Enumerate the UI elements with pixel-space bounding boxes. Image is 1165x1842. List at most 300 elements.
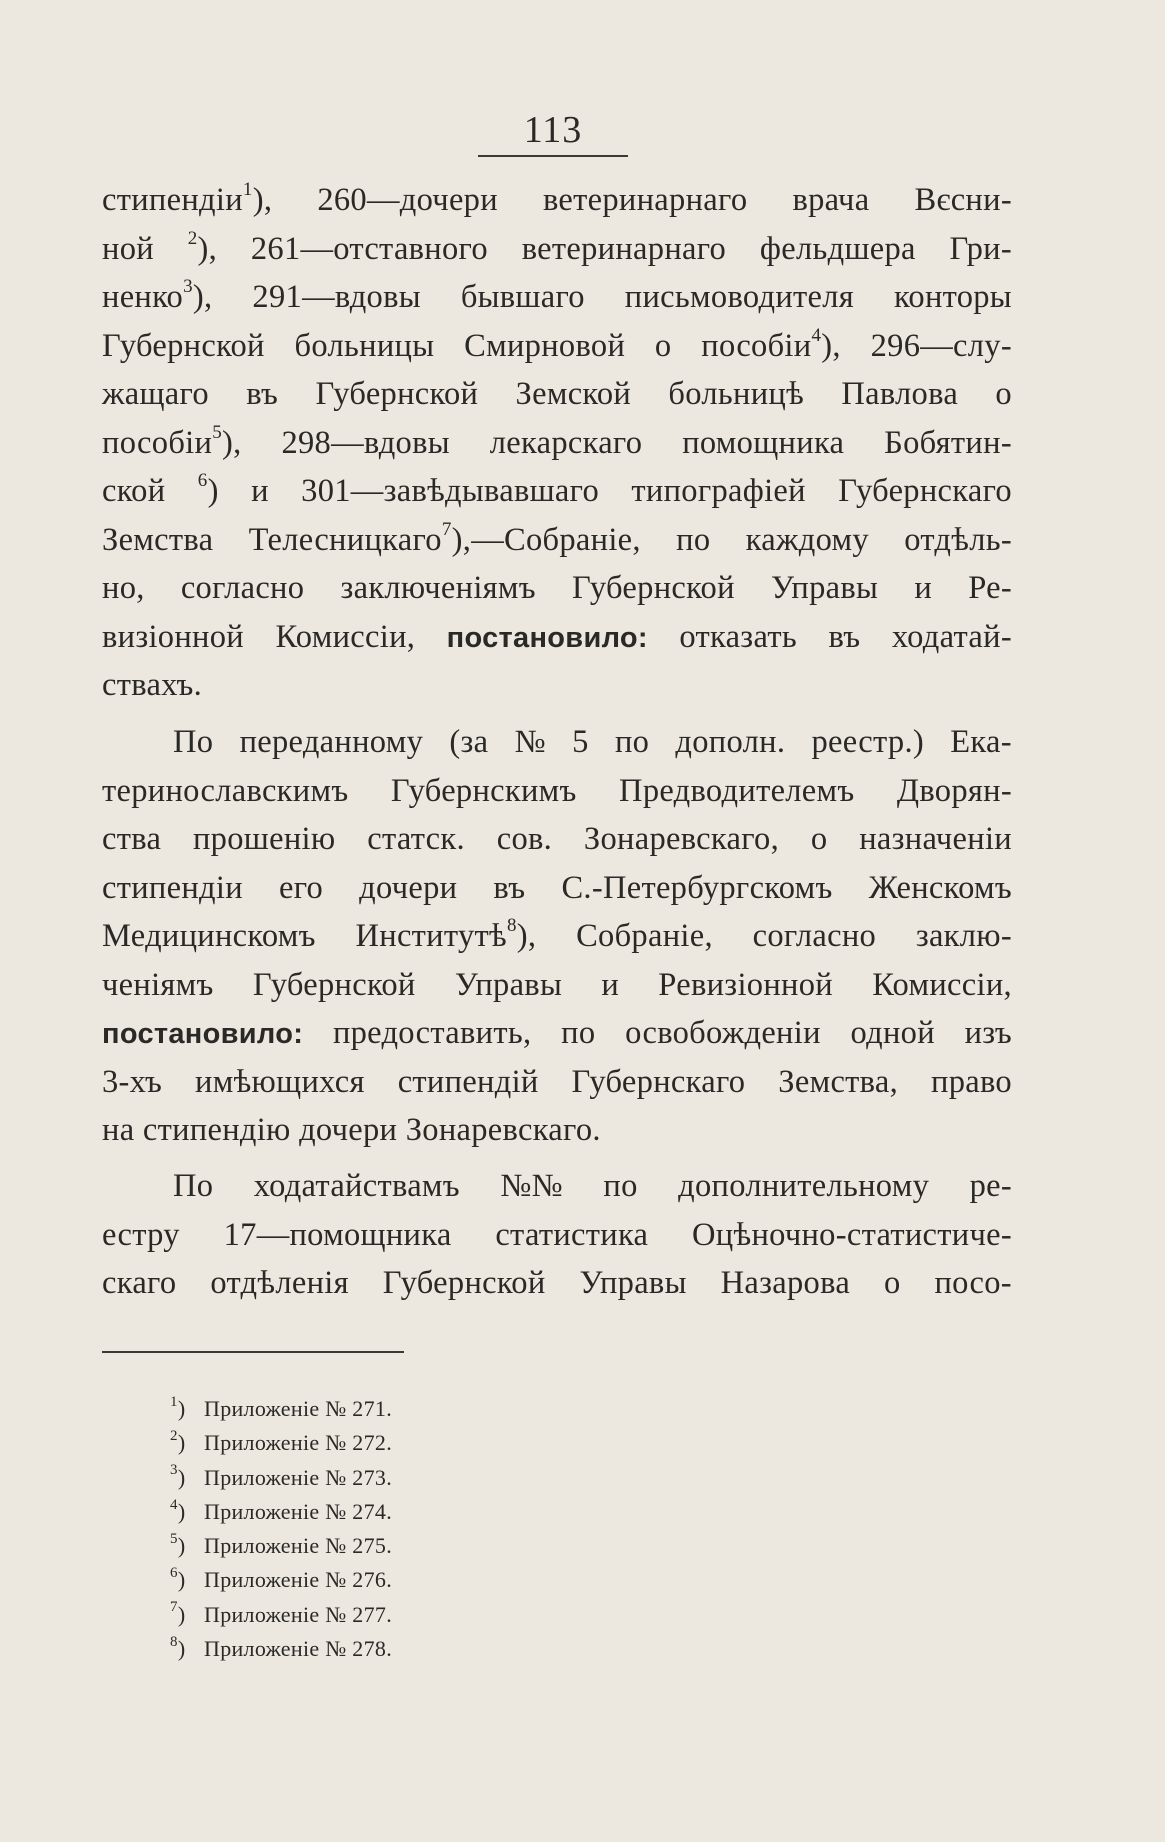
word — [515, 718, 546, 767]
word-text: Губернскаго — [571, 1063, 746, 1100]
word-text: Бобятин- — [884, 424, 1012, 461]
bold-keyword: постановило: — [446, 621, 648, 654]
word-text: дополнительному — [678, 1168, 930, 1204]
text-line — [102, 661, 1012, 710]
word — [914, 564, 932, 613]
word — [561, 1009, 595, 1058]
word — [173, 718, 213, 767]
word — [315, 370, 478, 419]
word — [692, 1211, 1012, 1260]
word-text: ветеринарнаго — [542, 182, 748, 218]
footnote-number: 6 — [170, 1565, 178, 1582]
word — [102, 1009, 303, 1058]
word — [391, 767, 577, 816]
word-text: естру — [102, 1216, 180, 1253]
word-text: Губернской — [252, 966, 416, 1003]
word — [102, 815, 161, 864]
word-text: на — [102, 1112, 135, 1148]
word — [281, 419, 449, 468]
word — [904, 516, 1012, 565]
word-text: изъ — [964, 1015, 1012, 1051]
word — [778, 1058, 898, 1107]
word-text: 3-хъ — [102, 1063, 163, 1100]
word — [894, 273, 1012, 322]
word — [615, 718, 649, 767]
word-text: о — [995, 376, 1012, 412]
word — [249, 516, 641, 565]
word — [367, 815, 465, 864]
text-line — [102, 564, 1012, 613]
word-text: Институтѣ — [355, 918, 507, 954]
word-text: ской — [102, 473, 166, 509]
footnote-text: Приложеніе № 278. — [204, 1636, 393, 1662]
word-text: ветеринарнаго — [521, 230, 727, 267]
text-line — [102, 370, 1012, 419]
word-text: больницы — [294, 327, 435, 364]
word-text: ствахъ. — [102, 667, 203, 703]
word-text: Управы — [579, 1265, 687, 1301]
word — [317, 176, 498, 225]
word-text: по — [614, 724, 650, 760]
word-text: Предводителемъ — [619, 772, 855, 809]
footnote-number: 3 — [170, 1462, 178, 1479]
text-line — [102, 1162, 1012, 1211]
word — [398, 1058, 539, 1107]
paragraph-2 — [102, 718, 1012, 1155]
word-text: 298—вдовы — [281, 424, 450, 461]
word-text: ), — [821, 327, 841, 364]
word-text: 260—дочери — [317, 182, 498, 218]
word-text: 261—отставного — [250, 230, 488, 267]
word — [970, 1162, 1012, 1211]
word — [561, 864, 832, 913]
word — [210, 1259, 349, 1308]
word-text: С.-Петербургскомъ — [561, 869, 833, 906]
word — [584, 815, 779, 864]
word-text: 17—помощника — [223, 1216, 452, 1253]
word — [240, 718, 424, 767]
word-text: Комиссіи, — [275, 618, 416, 655]
page-number: 113 — [523, 109, 583, 151]
word-text: Земства, — [778, 1063, 899, 1100]
word — [871, 322, 1012, 371]
word-text: заключеніямъ — [340, 570, 536, 606]
word — [619, 767, 854, 816]
word — [625, 1009, 821, 1058]
word — [497, 815, 552, 864]
word — [500, 1162, 563, 1211]
word-text: Управы — [770, 570, 879, 606]
footnote-ref: 5 — [212, 421, 222, 443]
word-text: Земской — [515, 376, 632, 412]
footnote-number: 2 — [170, 1427, 178, 1444]
word — [869, 864, 1012, 913]
word-text: назначеніи — [859, 821, 1012, 857]
word — [753, 912, 876, 961]
word-text: ре- — [969, 1168, 1012, 1204]
word — [812, 718, 925, 767]
word — [655, 322, 672, 371]
word — [522, 225, 726, 274]
word-text: предоставить, — [332, 1015, 532, 1051]
word-text: ходатайствамъ — [253, 1168, 460, 1204]
word-text: письмоводителя — [624, 279, 855, 315]
word — [251, 467, 269, 516]
word — [914, 176, 1011, 225]
text-line — [102, 613, 1012, 662]
footnote-marker: $^2$) — [170, 1427, 186, 1456]
word-text: Дворян- — [896, 772, 1012, 809]
word-text: Губернской — [382, 1265, 546, 1301]
text-line — [102, 767, 1012, 816]
word-text: врача — [792, 182, 870, 218]
word — [572, 718, 589, 767]
word — [275, 613, 415, 662]
word — [884, 1259, 901, 1308]
word — [461, 273, 585, 322]
word-text: отдѣль- — [904, 521, 1012, 558]
footnote-ref: 7 — [441, 518, 452, 540]
word — [493, 864, 525, 913]
footnote — [170, 1598, 392, 1632]
word — [580, 1259, 687, 1308]
word-text: скаго — [102, 1265, 177, 1301]
word — [721, 1259, 850, 1308]
word-text: Павлова — [841, 376, 959, 412]
word-text: переданному — [239, 724, 424, 760]
word-text: стипендій — [397, 1063, 539, 1100]
footnote-text: Приложеніе № 276. — [204, 1567, 393, 1593]
text-line — [102, 718, 1012, 767]
paragraph-1 — [102, 176, 1012, 710]
word-text: стипендіи — [102, 182, 243, 218]
word — [950, 225, 1012, 274]
word — [601, 961, 619, 1010]
word-text: дополн. — [675, 724, 786, 760]
word — [102, 1112, 134, 1148]
word-text: ), — [197, 230, 218, 267]
word — [968, 564, 1012, 613]
word — [841, 370, 958, 419]
word-text: о — [654, 327, 672, 364]
word-text: типографіей — [631, 473, 806, 509]
word-text: Телесницкаго — [248, 521, 442, 558]
word-text: дочери — [299, 1112, 398, 1148]
word-text: 296—слу- — [870, 327, 1012, 364]
text-line — [102, 419, 1012, 468]
word-text: жащаго — [102, 376, 209, 412]
footnote-text: Приложеніе № 277. — [204, 1601, 393, 1627]
word-text: Медицинскомъ — [102, 918, 316, 954]
word-text: каждому — [745, 521, 869, 558]
word-text: сов. — [496, 821, 553, 857]
word — [102, 767, 348, 816]
word — [251, 225, 488, 274]
page-number-rule — [478, 155, 628, 157]
word — [102, 613, 244, 662]
word — [447, 613, 648, 662]
word — [143, 1112, 291, 1148]
word — [449, 718, 488, 767]
word-text: и — [251, 473, 269, 509]
footnote-marker: $^3$) — [170, 1462, 186, 1490]
word — [701, 322, 841, 371]
word-text: Губернскаго — [838, 473, 1012, 509]
word-text: ной — [102, 230, 154, 267]
word — [383, 1259, 546, 1308]
footnotes — [170, 1392, 392, 1666]
text-line — [102, 1211, 1012, 1260]
word — [838, 467, 1012, 516]
text-line — [102, 467, 1012, 516]
word — [246, 370, 278, 419]
footnote-ref: 2 — [187, 227, 198, 249]
word — [102, 467, 165, 516]
word — [892, 613, 1012, 662]
word-text: статск. — [367, 821, 465, 857]
word — [490, 419, 643, 468]
word — [884, 419, 1012, 468]
word-text: больницѣ — [668, 376, 805, 412]
word-text: реестр.) — [811, 724, 925, 760]
footnote-number: 7 — [170, 1599, 178, 1616]
word — [181, 564, 304, 613]
word — [102, 370, 209, 419]
word-text: конторы — [893, 279, 1012, 315]
word-text: ченіямъ — [102, 966, 214, 1003]
text-line — [102, 864, 1012, 913]
word-text: Гри- — [949, 230, 1012, 267]
word — [102, 912, 316, 961]
footnote — [170, 1461, 392, 1495]
word-text: ходатай- — [891, 618, 1012, 655]
word — [193, 815, 335, 864]
word-text: пособіи — [701, 327, 812, 364]
word — [252, 273, 420, 322]
word-text: Зонаревскаго. — [405, 1112, 601, 1148]
word — [102, 1058, 162, 1107]
word — [811, 815, 828, 864]
word — [406, 1112, 601, 1148]
word-text: Смирновой — [464, 327, 626, 364]
word-text: Зонаревскаго, — [583, 821, 780, 857]
word — [625, 273, 854, 322]
word-text: Вєсни- — [914, 182, 1012, 218]
footnote-ref: 6 — [197, 470, 208, 492]
word — [188, 225, 217, 274]
word — [173, 1162, 213, 1211]
word — [950, 718, 1012, 767]
word — [102, 273, 212, 322]
text-line — [102, 1106, 1012, 1155]
word — [464, 322, 625, 371]
word-text: ), — [516, 918, 537, 954]
word — [279, 864, 323, 913]
word — [965, 1009, 1012, 1058]
word — [572, 1058, 746, 1107]
word-text: Собраніе, — [576, 918, 713, 954]
word-text: ) — [207, 473, 219, 509]
word-text: помощника — [682, 424, 845, 461]
word — [543, 176, 747, 225]
word-text: ), — [222, 424, 242, 461]
word — [102, 564, 145, 613]
word — [872, 961, 1012, 1010]
word-text: ),—Собраніе, — [451, 521, 641, 558]
text-line — [102, 1058, 1012, 1107]
word-text: согласно — [180, 570, 305, 606]
word — [576, 912, 713, 961]
word-text: визіонной — [102, 618, 244, 655]
word-text: и — [914, 570, 933, 606]
word-text: посо- — [934, 1265, 1012, 1301]
word-text: о — [810, 821, 828, 857]
footnote-marker: $^1$) — [170, 1393, 186, 1421]
word-text: по — [676, 521, 711, 558]
word-text: согласно — [752, 918, 877, 954]
word — [301, 467, 599, 516]
word — [102, 961, 214, 1010]
word — [102, 419, 242, 468]
word — [572, 564, 735, 613]
word — [455, 961, 562, 1010]
word-text: Оцѣночно-статистиче- — [692, 1216, 1012, 1253]
footnote-marker: $^8$) — [170, 1633, 186, 1662]
word-text: по — [561, 1015, 596, 1051]
word — [760, 225, 916, 274]
word-text: о — [883, 1265, 901, 1301]
word — [340, 564, 535, 613]
text-line — [102, 1009, 1012, 1058]
word-text: лекарскаго — [489, 424, 643, 461]
word — [631, 467, 805, 516]
text-line — [102, 961, 1012, 1010]
footnote — [170, 1529, 392, 1563]
footnote-marker: $^7$) — [170, 1599, 186, 1627]
word — [746, 516, 869, 565]
word-text: отказать — [679, 618, 797, 655]
footnote-marker: $^4$) — [170, 1496, 186, 1524]
word — [682, 419, 844, 468]
word-text: освобожденіи — [625, 1015, 821, 1051]
word — [995, 370, 1012, 419]
footnote — [170, 1632, 392, 1666]
footnote — [170, 1563, 392, 1597]
word-text: по — [603, 1168, 638, 1204]
word — [675, 718, 785, 767]
footnote-text: Приложеніе № 271. — [204, 1396, 393, 1421]
word — [859, 815, 1012, 864]
footnote-text: Приложеніе № 272. — [204, 1430, 393, 1456]
footnote-ref: 4 — [811, 324, 822, 346]
word — [897, 767, 1012, 816]
word — [931, 1058, 1012, 1107]
word-text: въ — [246, 376, 279, 412]
paragraph-3 — [102, 1162, 1012, 1308]
word-text: право — [931, 1063, 1012, 1100]
word-text: но, — [102, 570, 145, 606]
footnote-text: Приложеніе № 275. — [204, 1533, 393, 1559]
word-text: отдѣленія — [210, 1265, 349, 1301]
word-text: фельдшера — [759, 230, 916, 267]
footnote — [170, 1495, 392, 1529]
word — [828, 613, 860, 662]
word-text: стипендіи — [102, 869, 243, 906]
word-text: бывшаго — [460, 279, 585, 315]
word — [102, 864, 243, 913]
word-text: (за — [449, 724, 489, 760]
word — [102, 1259, 176, 1308]
footnote-text: Приложеніе № 273. — [204, 1464, 393, 1490]
footnote — [170, 1426, 392, 1460]
word-text: Управы — [454, 966, 563, 1003]
word-text: его — [278, 869, 324, 906]
word — [102, 176, 272, 225]
word — [603, 1162, 637, 1211]
word — [658, 961, 833, 1010]
word — [516, 370, 632, 419]
bold-keyword: постановило: — [102, 1018, 304, 1050]
word-text: ства — [102, 821, 162, 857]
word-text: Губернской — [102, 327, 265, 364]
word-text: и — [601, 966, 620, 1003]
footnote — [170, 1392, 392, 1426]
word — [102, 322, 265, 371]
word — [916, 912, 1012, 961]
word — [102, 225, 154, 274]
word-text: заклю- — [915, 918, 1012, 954]
text-line — [102, 225, 1012, 274]
word-text: Губернской — [315, 376, 479, 412]
footnote-marker: $^5$) — [170, 1530, 186, 1559]
footnote-text: Приложеніе № 274. — [204, 1498, 393, 1524]
word — [224, 1211, 452, 1260]
footnote-marker: $^6$) — [170, 1565, 186, 1593]
word — [495, 1211, 648, 1260]
footnote-number: 5 — [170, 1530, 178, 1547]
word — [668, 370, 804, 419]
text-line — [102, 176, 1012, 225]
word-text: ненко — [102, 279, 184, 315]
word-text: имѣющихся — [195, 1063, 365, 1100]
word — [771, 564, 878, 613]
footnote-ref: 3 — [183, 276, 193, 298]
footnote-rule — [102, 1351, 404, 1353]
word-text: прошенію — [192, 821, 336, 857]
word-text: 5 — [572, 724, 589, 760]
word-text: Ревизіонной — [658, 966, 833, 1003]
word-text: Земства — [102, 521, 214, 558]
word — [195, 1058, 365, 1107]
word-text: ), — [252, 182, 273, 218]
text-line — [102, 815, 1012, 864]
word-text: статистика — [495, 1216, 649, 1253]
word — [355, 912, 536, 961]
word-text: Назарова — [720, 1265, 851, 1301]
word — [678, 1162, 929, 1211]
word-text: Ре- — [968, 570, 1012, 606]
word — [198, 467, 219, 516]
word-text: №№ — [500, 1168, 563, 1204]
footnote-number: 1 — [170, 1393, 178, 1410]
word-text: дочери — [359, 869, 458, 906]
word — [102, 516, 213, 565]
word-text: 301—завѣдывавшаго — [301, 473, 600, 509]
word — [851, 1009, 935, 1058]
word-text: пособіи — [102, 424, 213, 461]
word-text: Женскомъ — [868, 869, 1012, 906]
word — [333, 1009, 531, 1058]
